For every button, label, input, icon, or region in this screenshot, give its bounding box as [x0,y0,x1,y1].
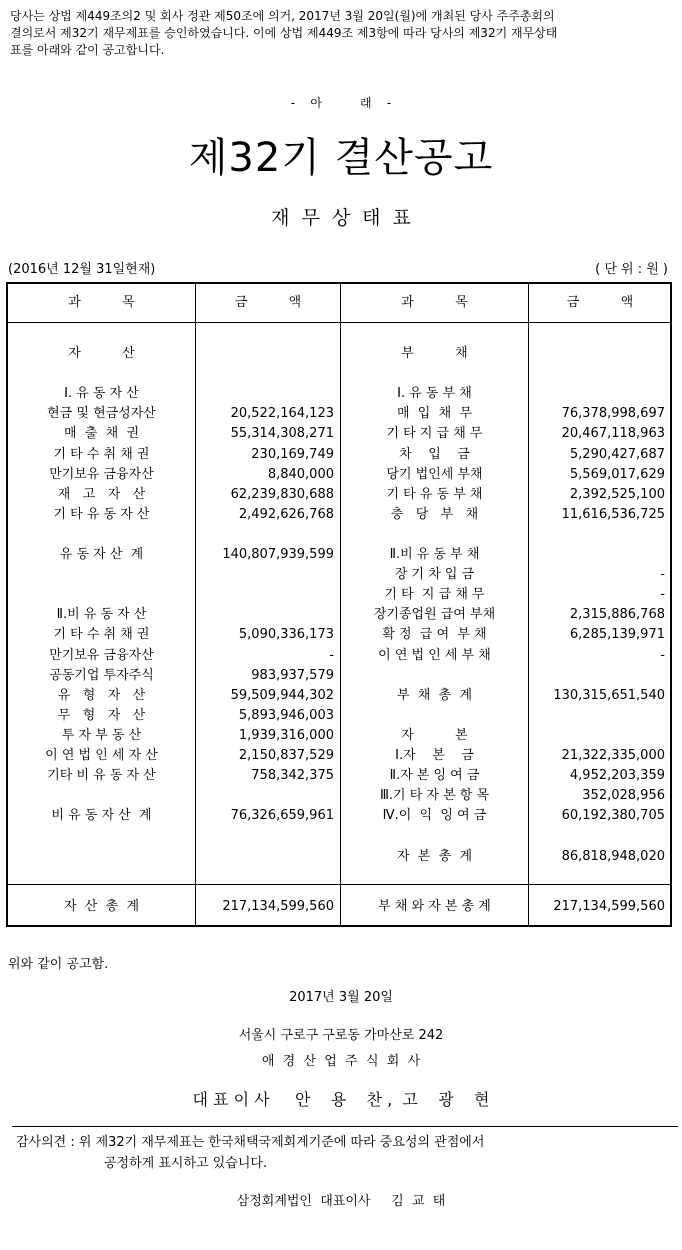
company-address: 서울시 구로구 구로동 가마산로 242 [238,1028,444,1043]
page-title: 제32기 결산공고 [188,135,494,181]
asset-amount: 2,492,626,768 [238,507,334,522]
asset-amount: - [329,648,334,663]
liability-equity-amount: 86,818,948,020 [561,849,665,864]
header-left-account: 과 목 [68,295,135,310]
asset-amount: 20,522,164,123 [230,406,334,421]
liability-equity-amount: 5,290,427,687 [569,447,665,462]
liability-equity-account: 자 본 총 계 [396,849,473,864]
asset-amount: 230,169,749 [251,447,334,462]
liability-equity-account: 매 입 채 무 [396,406,473,421]
liability-equity-account: 장기종업원 급여 부채 [373,607,496,622]
asset-account: 기 타 유 동 자 산 [53,507,150,522]
liability-equity-amount: 2,392,525,100 [569,487,665,502]
header-left-amount: 금 액 [234,295,302,310]
asset-account: 투 자 부 동 산 [61,728,142,743]
liability-equity-account: Ⅰ.자 본 금 [395,748,474,763]
liability-equity-amount: 5,569,017,629 [569,467,665,482]
liability-equity-account: 기 타 유 동 부 채 [386,487,483,502]
liability-equity-amount: 352,028,956 [582,788,665,803]
asset-amount: 76,326,659,961 [230,808,334,823]
total-liabilities-equity-label: 부 채 와 자 본 총 계 [378,899,491,914]
total-assets-label: 자 산 총 계 [63,899,140,914]
asset-account: 기타 비 유 동 자 산 [47,768,156,783]
asset-account: Ⅰ. 유 동 자 산 [64,386,139,401]
asset-account: 만기보유 금융자산 [49,467,154,482]
header-right-amount: 금 액 [566,295,634,310]
audit-opinion-line-1: 감사의견 : 위 제32기 재무제표는 한국채택국제회계기준에 따라 중요성의 관점에서 [16,1135,485,1150]
asset-amount: 5,893,946,003 [238,708,334,723]
liability-equity-account: Ⅱ.자 본 잉 여 금 [389,768,480,783]
liability-equity-account: Ⅳ.이 익 잉 여 금 [382,808,487,823]
intro-text [10,8,675,59]
liability-equity-amount: 20,467,118,963 [561,426,665,441]
as-of-date: (2016년 12월 31일현재) [8,262,156,277]
liability-equity-account: 차 입 금 [399,447,470,462]
liability-equity-account: 확 정 급 여 부 채 [382,627,487,642]
audit-opinion-line-2: 공정하게 표시하고 있습니다. [104,1156,268,1171]
asset-account: Ⅱ.비 유 동 자 산 [56,607,147,622]
liability-equity-amount: 6,285,139,971 [569,627,665,642]
asset-account: 만기보유 금융자산 [49,648,154,663]
asset-amount: 1,939,316,000 [238,728,334,743]
liability-equity-amount: 60,192,380,705 [561,808,665,823]
asset-account: 재 고 자 산 [57,487,146,502]
asset-account: 유 형 자 산 [57,688,146,703]
asset-account: 매 출 채 권 [63,426,140,441]
unit-label: ( 단 위 : 원 ) [595,262,668,277]
liability-equity-account: 당기 법인세 부채 [386,467,483,482]
asset-amount: 62,239,830,688 [230,487,334,502]
liability-equity-account: Ⅰ. 유 동 부 채 [397,386,472,401]
asset-account: 무 형 자 산 [57,708,146,723]
balance-sheet-table [6,282,672,927]
liability-equity-account: Ⅱ.비 유 동 부 채 [389,547,480,562]
asset-account: 공동기업 투자주식 [49,668,154,683]
asset-account: 기 타 수 취 채 권 [53,447,150,462]
liability-equity-account: 충 당 부 채 [390,507,479,522]
asset-amount: 5,090,336,173 [238,627,334,642]
total-assets-value: 217,134,599,560 [222,899,334,914]
liability-equity-amount: - [660,587,665,602]
notice-date: 2017년 3월 20일 [289,990,393,1005]
asset-amount: 2,150,837,529 [238,748,334,763]
intro-line: 결의로서 제32기 재무제표를 승인하였습니다. 이에 상법 제449조 제3항에 따라 당사의 제32기 재무상태 [10,26,558,40]
statement-title: 재무상태표 [271,207,423,229]
liability-equity-amount: 21,322,335,000 [561,748,665,763]
asset-amount: 983,937,579 [251,668,334,683]
liability-equity-amount: - [660,567,665,582]
liability-equity-amount: 4,952,203,359 [569,768,665,783]
header-divider [8,322,670,323]
ara-marker: - 아 래 - [290,96,392,110]
liability-equity-amount: 76,378,998,697 [561,406,665,421]
intro-line: 표를 아래와 같이 공고합니다. [10,43,165,57]
asset-account: 비 유 동 자 산 계 [51,808,152,823]
liability-equity-account: 장 기 차 입 금 [394,567,475,582]
total-divider [8,884,670,885]
liability-equity-account: 부 채 총 계 [396,688,473,703]
asset-amount: 59,509,944,302 [230,688,334,703]
liability-equity-account: 기 타 지 급 채 무 [386,426,483,441]
liability-equity-account: 부 채 [401,346,468,361]
liability-equity-amount: - [660,648,665,663]
liability-equity-account: Ⅲ.기 타 자 본 항 목 [379,788,490,803]
total-liabilities-equity-value: 217,134,599,560 [553,899,665,914]
asset-account: 자 산 [68,346,135,361]
asset-amount: 8,840,000 [267,467,334,482]
company-name: 애 경 산 업 주 식 회 사 [261,1054,421,1069]
ceo-line: 대 표 이 사 안 용 찬 , 고 광 현 [192,1090,490,1109]
column-divider [195,284,196,925]
asset-amount: 758,342,375 [251,768,334,783]
asset-account: 기 타 수 취 채 권 [53,627,150,642]
liability-equity-account: 이 연 법 인 세 부 채 [378,648,491,663]
asset-account: 현금 및 현금성자산 [47,406,156,421]
liability-equity-account: 자 본 [401,728,468,743]
liability-equity-amount: 11,616,536,725 [561,507,665,522]
asset-account: 이 연 법 인 세 자 산 [45,748,158,763]
closing-text: 위와 같이 공고함. [8,957,109,972]
asset-amount: 55,314,308,271 [230,426,334,441]
auditor-signature: 삼정회계법인 대표이사 김 교 태 [236,1194,446,1209]
asset-account: 유 동 자 산 계 [59,547,144,562]
liability-equity-amount: 2,315,886,768 [569,607,665,622]
asset-amount: 140,807,939,599 [222,547,334,562]
intro-line: 당사는 상법 제449조의2 및 회사 정관 제50조에 의거, 2017년 3월 20일(월)에 개최된 당사 주주총회의 [10,9,555,23]
footer-rule [12,1126,678,1127]
liability-equity-account: 기 타 지 급 채 무 [384,587,485,602]
header-right-account: 과 목 [401,295,468,310]
liability-equity-amount: 130,315,651,540 [553,688,665,703]
